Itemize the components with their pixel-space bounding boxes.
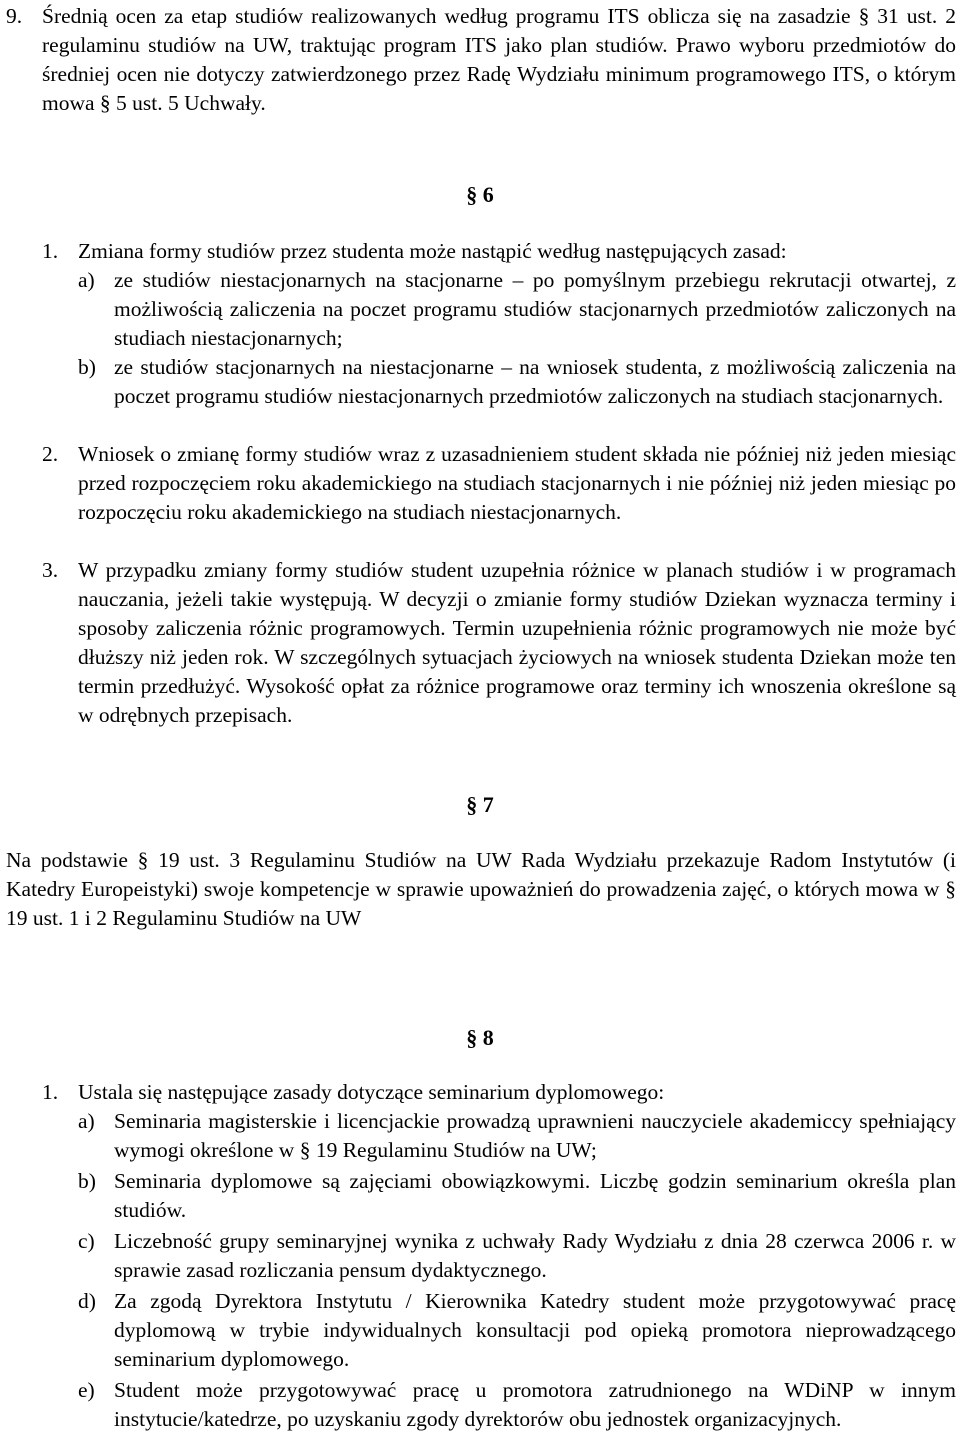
point-text: Wniosek o zmianę formy studiów wraz z uzasadnieniem student składa nie później niż jeden miesiąc przed rozpoczęciem roku akademickiego na studiach stacjonarnych i nie później niż jeden miesiąc po rozpoczęciu roku akademickiego na studiach niestacjonarnych. [78,442,956,524]
section-6-point-1 [42,237,956,411]
point-number: 3. [42,558,59,582]
paragraph-9 [6,2,956,118]
sub-point-text: Student może przygotowywać pracę u promotora zatrudnionego na WDiNP w innym instytucie/katedrze, po uzyskaniu zgody dyrektorów obu jednostek organizacyjnych. [114,1378,956,1431]
sub-point-text: Seminaria dyplomowe są zajęciami obowiązkowymi. Liczbę godzin seminarium określa plan studiów. [114,1169,956,1222]
paragraph-number: 9. [6,4,23,28]
sub-point-a [78,1107,956,1165]
section-6-point-2 [42,440,956,527]
section-7-text: Na podstawie § 19 ust. 3 Regulaminu Studiów na UW Rada Wydziału przekazuje Radom Instytutów (i Katedry Europeistyki) swoje kompetencje w sprawie upoważnień do prowadzenia zajęć, o których mowa w § 19 ust. 1 i 2 Regulaminu Studiów na UW [6,848,956,930]
point-text: W przypadku zmiany formy studiów student uzupełnia różnice w planach studiów i w programach nauczania, jeżeli takie występują. W decyzji o zmianie formy studiów Dziekan wyznacza terminy i sposoby zaliczenia różnic programowych. Termin uzupełnienia różnic programowych nie może być dłuższy niż jeden rok. W szczególnych sytuacjach życiowych na wniosek studenta Dziekan może ten termin przedłużyć. Wysokość opłat za różnice programowe oraz terminy ich wnoszenia określone są w odrębnych przepisach. [78,558,956,727]
section-8-point-1 [42,1078,956,1434]
point-text: Ustala się następujące zasady dotyczące seminarium dyplomowego: [78,1080,665,1104]
sub-point-b [78,1167,956,1225]
sub-point-text: Seminaria magisterskie i licencjackie prowadzą uprawnieni nauczyciele akademiccy spełniający wymogi określone w § 19 Regulaminu Studiów na UW; [114,1109,956,1162]
sub-point-text: Liczebność grupy seminaryjnej wynika z uchwały Rady Wydziału z dnia 28 czerwca 2006 r. w sprawie zasad rozliczania pensum dydaktycznego. [114,1229,956,1282]
sub-point-e [78,1376,956,1434]
point-number: 1. [42,239,59,263]
point-number: 1. [42,1080,59,1104]
section-heading-6: § 6 [466,182,494,207]
sub-point-text: ze studiów niestacjonarnych na stacjonarne – po pomyślnym przebiegu rekrutacji otwartej, z możliwością zaliczenia na poczet programu studiów stacjonarnych przedmiotów zaliczonych na studiach niestacjonarnych; [114,268,956,350]
sub-point-label: a) [78,268,95,292]
paragraph-text: Średnią ocen za etap studiów realizowanych według programu ITS oblicza się na zasadzie § 31 ust. 2 regulaminu studiów na UW, traktując program ITS jako plan studiów. Prawo wyboru przedmiotów do średniej ocen nie dotyczy zatwierdzonego przez Radę Wydziału minimum programowego ITS, o którym mowa § 5 ust. 5 Uchwały. [42,4,956,115]
sub-point-label: b) [78,355,96,379]
point-number: 2. [42,442,59,466]
sub-point-b [78,353,956,411]
sub-point-a [78,266,956,353]
section-6-point-3 [42,556,956,730]
sub-point-label: d) [78,1289,96,1313]
sub-point-text: Za zgodą Dyrektora Instytutu / Kierownika Katedry student może przygotowywać pracę dyplomową w trybie indywidualnych konsultacji pod opieką promotora nieprowadzącego seminarium dyplomowego. [114,1289,956,1371]
sub-point-label: c) [78,1229,95,1253]
sub-point-label: a) [78,1109,95,1133]
sub-point-label: b) [78,1169,96,1193]
section-heading-8: § 8 [466,1025,494,1050]
point-text: Zmiana formy studiów przez studenta może nastąpić według następujących zasad: [78,239,787,263]
sub-point-c [78,1227,956,1285]
sub-point-d [78,1287,956,1374]
sub-point-label: e) [78,1378,95,1402]
sub-point-text: ze studiów stacjonarnych na niestacjonarne – na wniosek studenta, z możliwością zaliczenia na poczet programu studiów niestacjonarnych przedmiotów zaliczonych na studiach stacjonarnych. [114,355,956,408]
section-heading-7: § 7 [466,792,494,817]
